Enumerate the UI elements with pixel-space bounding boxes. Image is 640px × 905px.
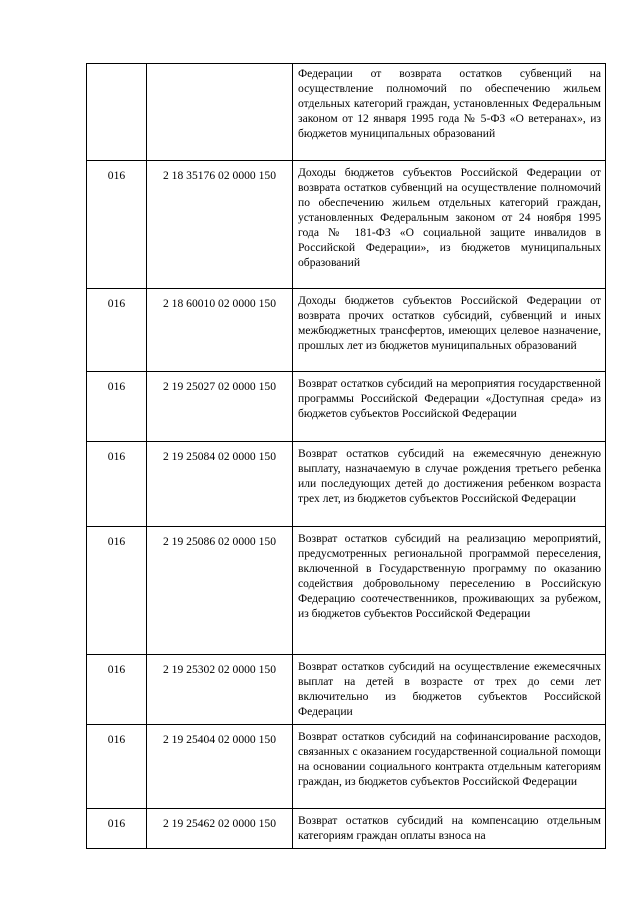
table-row bbox=[87, 655, 606, 725]
description-cell: Возврат остатков субсидий на осуществление ежемесячных выплат на детей в возрасте от трех до семи лет включительно из бюджетов субъектов Российской Федерации bbox=[293, 655, 606, 725]
table-row bbox=[87, 64, 606, 161]
admin-code-cell: 016 bbox=[87, 442, 147, 527]
admin-code-cell: 016 bbox=[87, 161, 147, 289]
description-cell: Возврат остатков субсидий на софинансирование расходов, связанных с оказанием государственной социальной помощи на основании социального контракта отдельным категориям граждан, из бюджетов субъектов Российской Федерации bbox=[293, 725, 606, 809]
description-cell: Возврат остатков субсидий на ежемесячную денежную выплату, назначаемую в случае рождения третьего ребенка или последующих детей до достижения ребенком возраста трех лет, из бюджетов субъектов Российской Федерации bbox=[293, 442, 606, 527]
table-row bbox=[87, 442, 606, 527]
budget-code-cell bbox=[147, 64, 293, 161]
budget-code-cell: 2 19 25084 02 0000 150 bbox=[147, 442, 293, 527]
description-cell: Доходы бюджетов субъектов Российской Федерации от возврата прочих остатков субсидий, субвенций и иных межбюджетных трансфертов, имеющих целевое назначение, прошлых лет из бюджетов муниципальных образований bbox=[293, 289, 606, 372]
budget-code-cell: 2 19 25302 02 0000 150 bbox=[147, 655, 293, 725]
table-row bbox=[87, 527, 606, 655]
budget-code-cell: 2 18 35176 02 0000 150 bbox=[147, 161, 293, 289]
table-row bbox=[87, 725, 606, 809]
admin-code-cell: 016 bbox=[87, 655, 147, 725]
description-cell: Возврат остатков субсидий на реализацию мероприятий, предусмотренных региональной программой переселения, включенной в Государственную программу по оказанию содействия добровольному переселению в Российскую Федерацию соотечественников, проживающих за рубежом, из бюджетов субъектов Российской Федерации bbox=[293, 527, 606, 655]
admin-code-cell: 016 bbox=[87, 725, 147, 809]
budget-code-cell: 2 19 25086 02 0000 150 bbox=[147, 527, 293, 655]
budget-code-cell: 2 19 25462 02 0000 150 bbox=[147, 809, 293, 849]
table-row bbox=[87, 372, 606, 442]
budget-code-cell: 2 19 25027 02 0000 150 bbox=[147, 372, 293, 442]
admin-code-cell: 016 bbox=[87, 372, 147, 442]
admin-code-cell: 016 bbox=[87, 527, 147, 655]
table-row bbox=[87, 161, 606, 289]
description-cell: Возврат остатков субсидий на мероприятия государственной программы Российской Федерации «Доступная среда» из бюджетов субъектов Российской Федерации bbox=[293, 372, 606, 442]
description-cell: Доходы бюджетов субъектов Российской Федерации от возврата остатков субвенций на осуществление полномочий по обеспечению жильем отдельных категорий граждан, установленных Федеральным законом от 24 ноября 1995 года № 181-ФЗ «О социальной защите инвалидов в Российской Федерации», из бюджетов муниципальных образований bbox=[293, 161, 606, 289]
admin-code-cell bbox=[87, 64, 147, 161]
revenue-codes-table bbox=[86, 63, 606, 849]
admin-code-cell: 016 bbox=[87, 809, 147, 849]
table-row bbox=[87, 809, 606, 849]
description-cell: Возврат остатков субсидий на компенсацию отдельным категориям граждан оплаты взноса на bbox=[293, 809, 606, 849]
budget-code-cell: 2 19 25404 02 0000 150 bbox=[147, 725, 293, 809]
budget-code-cell: 2 18 60010 02 0000 150 bbox=[147, 289, 293, 372]
description-cell: Федерации от возврата остатков субвенций на осуществление полномочий по обеспечению жильем отдельных категорий граждан, установленных Федеральным законом от 12 января 1995 года № 5-ФЗ «О ветеранах», из бюджетов муниципальных образований bbox=[293, 64, 606, 161]
table-row bbox=[87, 289, 606, 372]
admin-code-cell: 016 bbox=[87, 289, 147, 372]
